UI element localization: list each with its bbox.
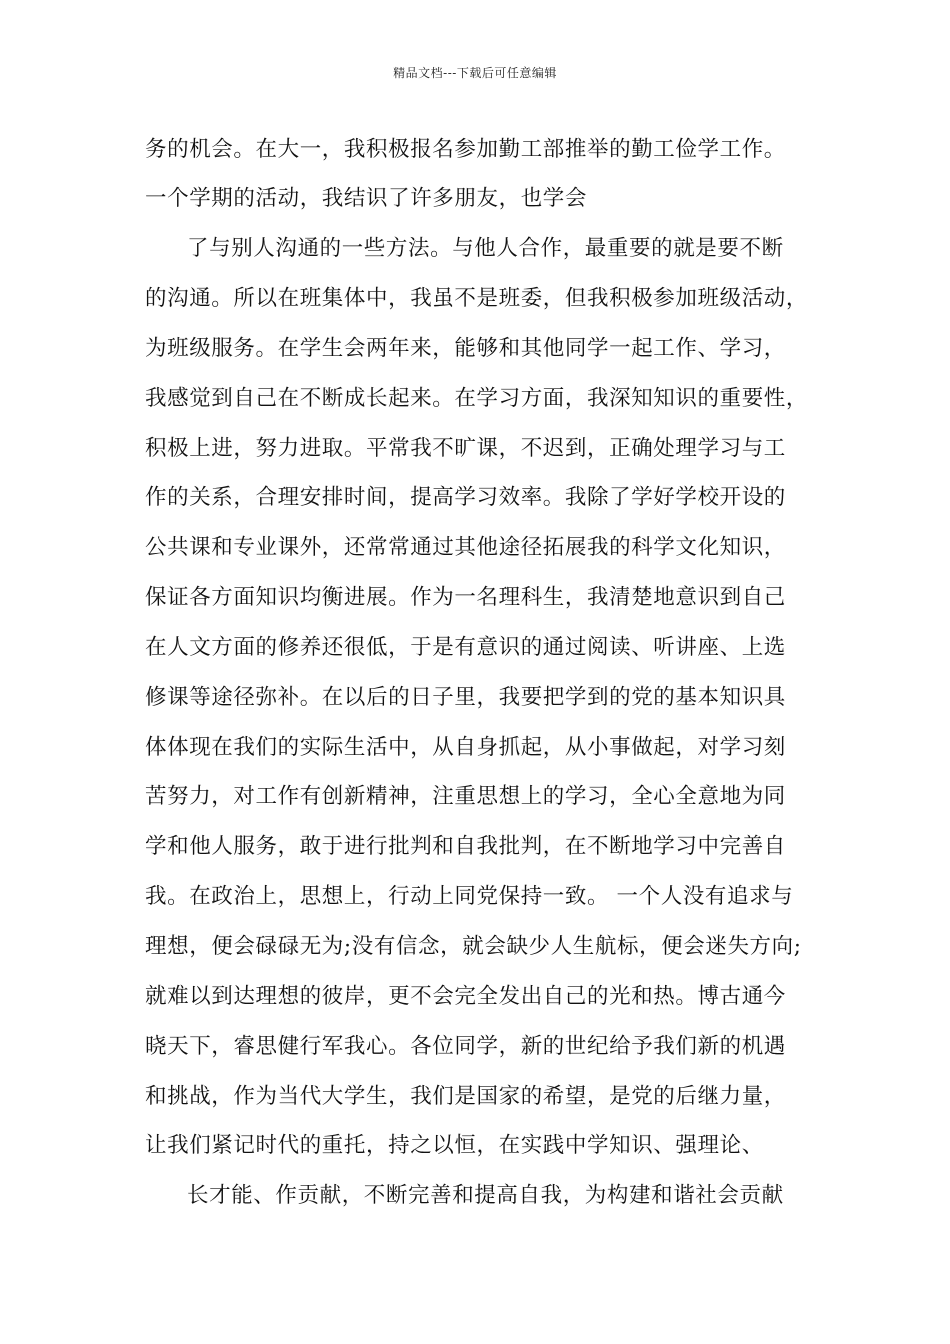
text-line: 在人文方面的修养还很低，于是有意识的通过阅读、听讲座、上选 [145, 635, 786, 660]
text-line: 我感觉到自己在不断成长起来。在学习方面，我深知知识的重要性， [145, 386, 809, 411]
text-line: 我。在政治上，思想上，行动上同党保持一致。 一个人没有追求与 [145, 884, 794, 909]
text-line: 一个学期的活动，我结识了许多朋友，也学会 [145, 186, 588, 211]
text-line: 为班级服务。在学生会两年来，能够和其他同学一起工作、学习， [145, 336, 786, 361]
text-line: 积极上进，努力进取。平常我不旷课，不迟到，正确处理学习与工 [145, 436, 786, 461]
text-line: 晓天下，睿思健行军我心。各位同学，新的世纪给予我们新的机遇 [145, 1034, 786, 1059]
text-line: 和挑战，作为当代大学生，我们是国家的希望，是党的后继力量， [145, 1084, 786, 1109]
text-line: 修课等途径弥补。在以后的日子里，我要把学到的党的基本知识具 [145, 685, 786, 710]
text-line: 了与别人沟通的一些方法。与他人合作，最重要的就是要不断 [187, 236, 784, 261]
text-line: 体体现在我们的实际生活中，从自身抓起，从小事做起，对学习刻 [145, 735, 786, 760]
text-line: 理想，便会碌碌无为;没有信念，就会缺少人生航标，便会迷失方向; [145, 934, 802, 959]
text-line: 就难以到达理想的彼岸，更不会完全发出自己的光和热。博古通今 [145, 984, 786, 1009]
text-line: 学和他人服务，敢于进行批判和自我批判，在不断地学习中完善自 [145, 834, 786, 859]
text-line: 的沟通。所以在班集体中，我虽不是班委，但我积极参加班级活动， [145, 286, 809, 311]
text-line: 作的关系，合理安排时间，提高学习效率。我除了学好学校开设的 [145, 485, 786, 510]
text-line: 公共课和专业课外，还常常通过其他途径拓展我的科学文化知识， [145, 535, 786, 560]
text-line: 让我们紧记时代的重托，持之以恒，在实践中学知识、强理论、 [145, 1133, 764, 1158]
page-header: 精品文档---下载后可任意编辑 [393, 66, 557, 80]
text-line: 苦努力，对工作有创新精神，注重思想上的学习，全心全意地为同 [145, 784, 786, 809]
text-line: 务的机会。在大一，我积极报名参加勤工部推举的勤工俭学工作。 [145, 137, 786, 162]
text-line: 保证各方面知识均衡进展。作为一名理科生，我清楚地意识到自己 [145, 585, 786, 610]
text-line: 长才能、作贡献，不断完善和提高自我，为构建和谐社会贡献 [187, 1183, 784, 1208]
